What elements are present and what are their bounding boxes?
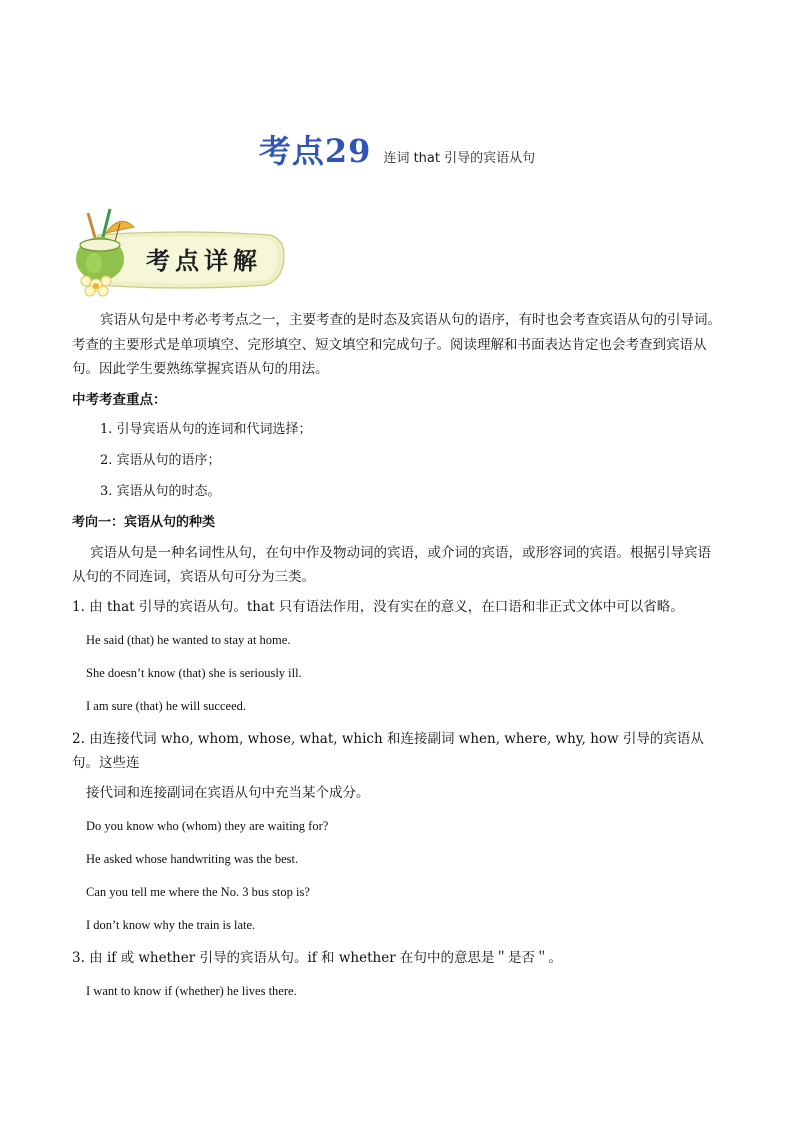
- item-2-label: 2. 由连接代词 who, whom, whose, what, which 和连接副词 when, where, why, how 引导的宾语从句。这些连: [72, 730, 704, 771]
- document-body: [72, 308, 724, 1003]
- example-sentence: Do you know who (whom) they are waiting for?: [86, 818, 329, 833]
- key-points-heading: 中考考查重点：: [72, 391, 167, 408]
- example-sentence: He asked whose handwriting was the best.: [86, 851, 299, 866]
- key-points-list: [72, 418, 724, 504]
- example-sentence: She doesn’t know (that) she is seriously ill.: [86, 665, 302, 680]
- title-sub: 连词 that 引导的宾语从句: [383, 151, 536, 166]
- section-banner: [70, 205, 290, 297]
- title-main: 考点29: [258, 132, 372, 170]
- example-sentence: He said (that) he wanted to stay at home.: [86, 632, 291, 647]
- list-item: 2. 宾语从句的语序；: [100, 452, 221, 468]
- item-2-continuation: 接代词和连接副词在宾语从句中充当某个成分。: [86, 784, 370, 801]
- banner-label: 考点详解: [146, 246, 262, 275]
- example-sentence: Can you tell me where the No. 3 bus stop is?: [86, 884, 310, 899]
- list-item: 3. 宾语从句的时态。: [100, 483, 221, 499]
- item-1-label: 1. 由 that 引导的宾语从句。that 只有语法作用，没有实在的意义，在口语和非正式文体中可以省略。: [72, 598, 684, 615]
- example-sentence: I am sure (that) he will succeed.: [86, 698, 247, 713]
- section-heading: 考向一：宾语从句的种类: [72, 514, 216, 530]
- intro-paragraph: 宾语从句是中考必考考点之一，主要考查的是时态及宾语从句的语序，有时也会考查宾语从句的引导词。考查的主要形式是单项填空、完形填空、短文填空和完成句子。阅读理解和书面表达肯定也会考查到宾语从句。因此学生要熟练掌握宾语从句的用法。: [72, 312, 721, 377]
- example-sentence: I don’t know why the train is late.: [86, 917, 256, 932]
- example-sentence: I want to know if (whether) he lives there.: [86, 983, 297, 998]
- section-intro: 宾语从句是一种名词性从句，在句中作及物动词的宾语，或介词的宾语，或形容词的宾语。根据引导宾语从句的不同连词，宾语从句可分为三类。: [72, 544, 711, 585]
- list-item: 1. 引导宾语从句的连词和代词选择；: [100, 421, 312, 437]
- item-3-label: 3. 由 if 或 whether 引导的宾语从句。if 和 whether 在句中的意思是＂是否＂。: [72, 949, 562, 966]
- page-title: [0, 126, 794, 172]
